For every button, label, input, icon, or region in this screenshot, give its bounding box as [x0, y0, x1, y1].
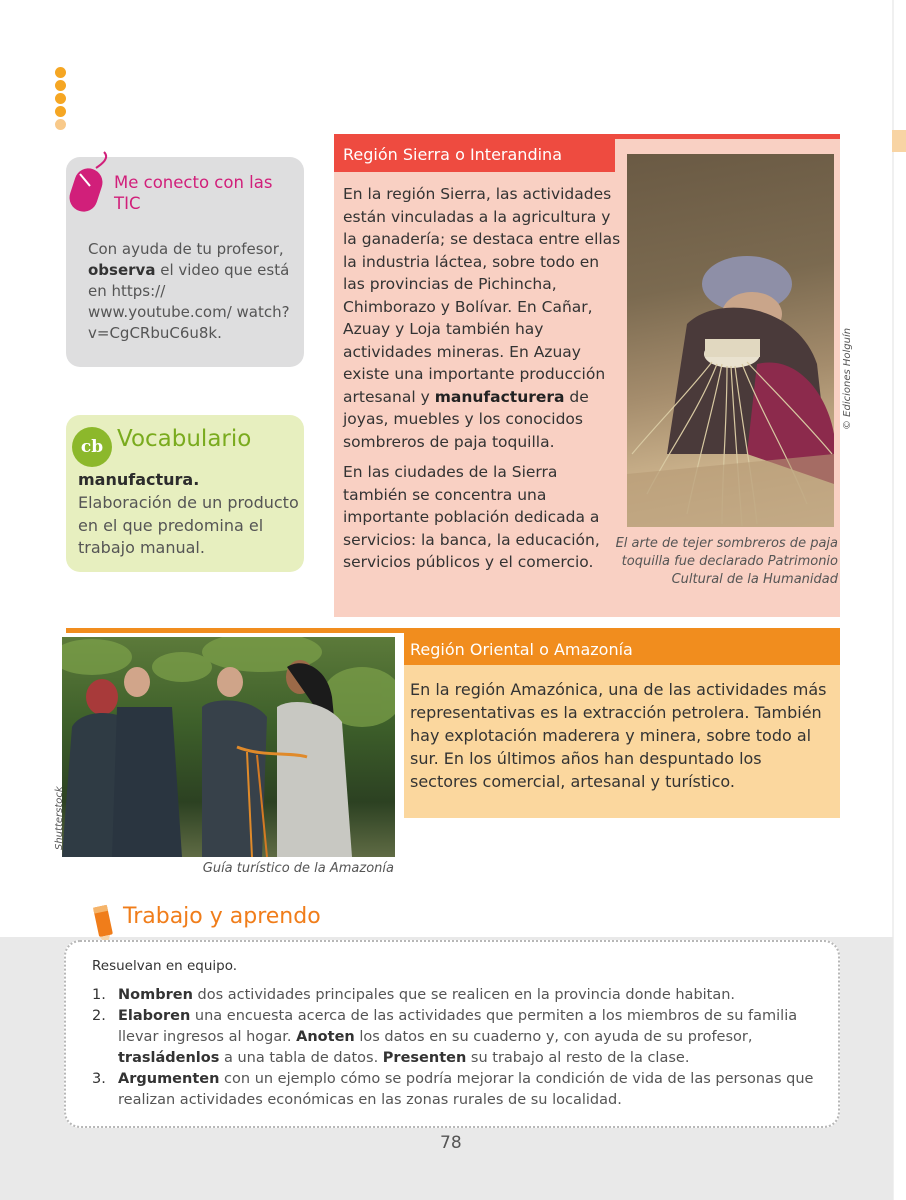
- sierra-paragraph-1: En la región Sierra, las actividades están vinculadas a la agricultura y la ganadería; se destaca entre ellas la industria láctea, sobre todo en las provincias de Pichincha, Chimborazo y Bolívar. En Cañar, Azuay y Loja también hay actividades mineras. En Azuay existe una importante producción artesanal y manufacturera de joyas, muebles y los conocidos sombreros de paja toquilla.: [343, 185, 621, 451]
- sierra-text: [343, 183, 623, 582]
- page-edge-tab: [892, 130, 906, 152]
- vocabulary-badge-icon: cb: [72, 427, 112, 467]
- amazon-photo-caption: Guía turístico de la Amazonía: [202, 861, 394, 876]
- oriental-title: Región Oriental o Amazonía: [410, 640, 633, 659]
- page-number: 78: [440, 1133, 462, 1153]
- manufacturera-keyword: manufacturera: [434, 387, 565, 406]
- oriental-top-line: [66, 628, 404, 633]
- tic-title: Me conecto con las TIC: [114, 173, 273, 213]
- vocabulary-title: Vocabulario: [117, 426, 252, 452]
- tic-body: Con ayuda de tu profesor, observa el video que está en https:// www.youtube.com/ watch?v=CgCRbuC6u8k.: [88, 240, 290, 342]
- activity-title: Trabajo y aprendo: [123, 904, 321, 929]
- activity-list: [92, 985, 832, 1111]
- observa-keyword: observa: [88, 261, 156, 279]
- activity-item-3: 3. Argumenten con un ejemplo cómo se podría mejorar la condición de vida de las personas que realizan actividades económicas en las zonas rurales de su localidad.: [92, 1071, 814, 1108]
- activity-item-1: 1. Nombren dos actividades principales que se realicen en la provincia donde habitan.: [92, 987, 736, 1003]
- weaver-photo-caption: El arte de tejer sombreros de paja toquilla fue declarado Patrimonio Cultural de la Humanidad: [615, 536, 838, 587]
- weaver-photo: [627, 154, 834, 527]
- amazon-guide-photo: [62, 637, 395, 857]
- oriental-text: En la región Amazónica, una de las actividades más representativas es la extracción petrolera. También hay explotación maderera y minera, sobre todo al sur. En los últimos años han despuntado los sectores comercial, artesanal y turístico.: [410, 680, 827, 791]
- activity-item-2: 2. Elaboren una encuesta acerca de las actividades que permiten a los miembros de su familia llevar ingresos al hogar. Anoten los datos en su cuaderno y, con ayuda de su profesor, trasládenlos a una tabla de datos. Presenten su trabajo al resto de la clase.: [92, 1008, 798, 1066]
- amazon-photo-credit: Shutterstock: [54, 786, 65, 850]
- activity-intro: Resuelvan en equipo.: [92, 958, 238, 974]
- sierra-paragraph-2: En las ciudades de la Sierra también se concentra una importante población dedicada a servicios: la banca, la educación, servicios públicos y el comercio.: [343, 463, 600, 571]
- weaver-photo-credit: © Ediciones Holguín: [842, 327, 853, 430]
- vocabulary-definition: Elaboración de un producto en el que predomina el trabajo manual.: [78, 493, 299, 557]
- sierra-title: Región Sierra o Interandina: [343, 145, 562, 164]
- vocabulary-term: manufactura.: [78, 470, 200, 489]
- mouse-icon: [66, 150, 116, 216]
